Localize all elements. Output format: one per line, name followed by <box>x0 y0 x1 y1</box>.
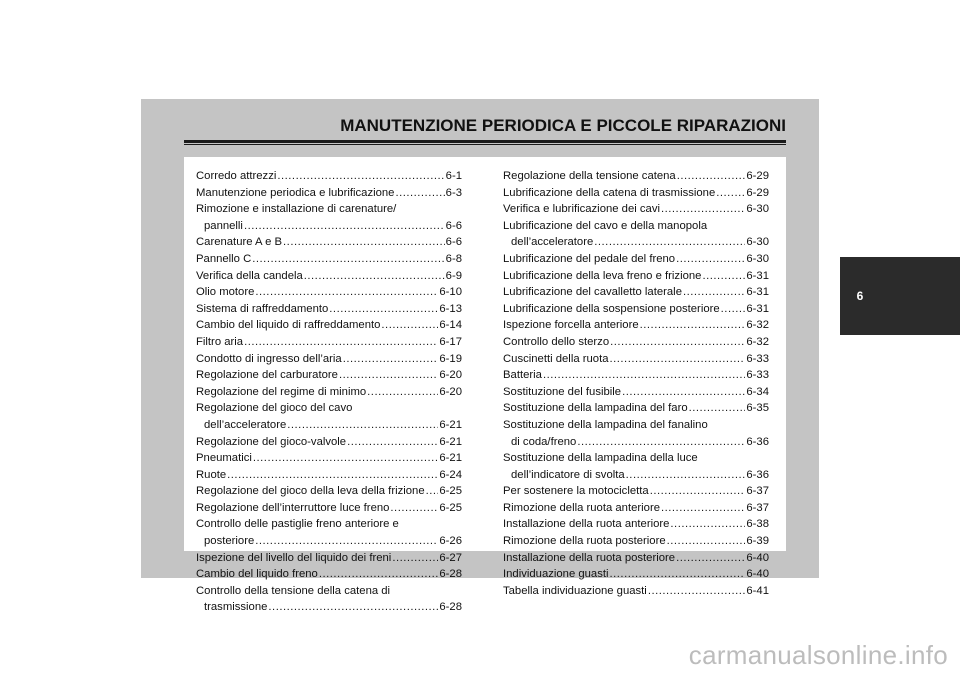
toc-page-number: 6-29 <box>746 170 769 182</box>
toc-page-number: 6-21 <box>439 435 462 448</box>
toc-page-number: 6-21 <box>439 418 462 431</box>
toc-entry-title-start: Controllo delle pastiglie freno anteriore e <box>196 518 399 531</box>
dot-leader <box>395 185 444 202</box>
toc-entry-title: Regolazione del gioco della leva della frizione <box>196 485 425 498</box>
dot-leader <box>689 400 746 417</box>
toc-page-number: 6-13 <box>439 302 462 315</box>
toc-page-number: 6-28 <box>439 601 462 614</box>
toc-entry-title: Individuazione guasti <box>503 568 609 581</box>
title-rule <box>184 140 786 143</box>
toc-entry-title: Lubrificazione della leva freno e frizione <box>503 269 702 282</box>
dot-leader <box>227 467 438 484</box>
toc-left-column <box>196 168 462 616</box>
dot-leader <box>244 334 438 351</box>
toc-entry[interactable] <box>196 284 462 301</box>
dot-leader <box>676 550 745 567</box>
toc-page-number: 6-9 <box>445 269 462 282</box>
toc-entry-title: Filtro aria <box>196 335 244 348</box>
toc-page-number: 6-38 <box>746 518 769 531</box>
dot-leader <box>255 284 438 301</box>
toc-entry[interactable] <box>503 334 769 351</box>
toc-entry[interactable] <box>196 251 462 268</box>
toc-entry[interactable] <box>503 583 769 600</box>
toc-entry-title: Installazione della ruota anteriore <box>503 518 670 531</box>
toc-entry-title: Controllo dello sterzo <box>503 335 610 348</box>
toc-entry[interactable] <box>196 500 462 517</box>
chapter-number: 6 <box>856 289 864 303</box>
dot-leader <box>255 533 438 550</box>
dot-leader <box>610 334 745 351</box>
toc-entry[interactable] <box>196 185 462 202</box>
toc-page-number: 6-6 <box>445 236 462 249</box>
toc-entry[interactable] <box>196 550 462 567</box>
dot-leader <box>381 317 438 334</box>
dot-leader <box>268 599 438 616</box>
dot-leader <box>392 550 438 567</box>
dot-leader <box>716 185 745 202</box>
dot-leader <box>661 500 745 517</box>
dot-leader <box>277 168 444 185</box>
toc-entry-title: Verifica e lubrificazione dei cavi <box>503 203 660 216</box>
toc-entry-title-start: Controllo della tensione della catena di <box>196 584 391 597</box>
toc-entry[interactable] <box>503 218 769 251</box>
toc-page-number: 6-39 <box>746 535 769 548</box>
toc-page-number: 6-6 <box>445 219 462 232</box>
toc-entry[interactable] <box>503 450 769 483</box>
toc-entry[interactable] <box>503 351 769 368</box>
toc-entry-title: Rimozione della ruota anteriore <box>503 501 660 514</box>
toc-entry[interactable] <box>196 334 462 351</box>
toc-entry[interactable] <box>503 500 769 517</box>
toc-entry-title: Pannello C <box>196 252 252 265</box>
toc-page-number: 6-17 <box>439 335 462 348</box>
dot-leader <box>329 301 438 318</box>
dot-leader <box>367 384 438 401</box>
toc-entry-title: Lubrificazione della sospensione posteriore <box>503 302 720 315</box>
toc-entry[interactable] <box>196 317 462 334</box>
dot-leader <box>283 234 445 251</box>
toc-entry[interactable] <box>196 367 462 384</box>
toc-entry-title-start: Lubrificazione del cavo e della manopola <box>503 219 708 232</box>
toc-entry-title: Installazione della ruota posteriore <box>503 551 676 564</box>
toc-entry-title: Rimozione della ruota posteriore <box>503 535 666 548</box>
toc-entry-title: Tabella individuazione guasti <box>503 584 647 597</box>
toc-entry-title: Regolazione del carburatore <box>196 369 338 382</box>
toc-entry-title: trasmissione <box>204 601 268 614</box>
toc-entry-title: posteriore <box>204 535 255 548</box>
toc-page-number: 6-28 <box>439 568 462 581</box>
toc-entry[interactable] <box>196 400 462 433</box>
toc-page-number: 6-37 <box>746 501 769 514</box>
dot-leader <box>319 566 439 583</box>
toc-entry-title: Verifica della candela <box>196 269 303 282</box>
dot-leader <box>543 367 745 384</box>
toc-entry-title-start: Regolazione del gioco del cavo <box>196 402 353 415</box>
toc-page-number: 6-20 <box>439 385 462 398</box>
toc-entry-title: Ruote <box>196 468 227 481</box>
dot-leader <box>650 483 746 500</box>
dot-leader <box>610 566 746 583</box>
dot-leader <box>640 317 746 334</box>
watermark: carmanualsonline.info <box>688 640 948 670</box>
toc-page-number: 6-25 <box>439 485 462 498</box>
toc-entry-title: pannelli <box>204 219 243 232</box>
toc-entry[interactable] <box>196 434 462 451</box>
chapter-tab[interactable] <box>840 257 960 335</box>
toc-page-number: 6-14 <box>439 319 462 332</box>
dot-leader <box>244 218 445 235</box>
dot-leader <box>343 351 439 368</box>
dot-leader <box>622 384 745 401</box>
toc-entry-title: Regolazione della tensione catena <box>503 170 676 182</box>
toc-entry[interactable] <box>196 268 462 285</box>
toc-entry-title: dell’acceleratore <box>511 236 594 249</box>
toc-entry-title: Lubrificazione del pedale del freno <box>503 252 676 265</box>
toc-page-number: 6-36 <box>746 435 769 448</box>
page-title: MANUTENZIONE PERIODICA E PICCOLE RIPARAZIONI <box>340 116 786 135</box>
toc-entry[interactable] <box>503 185 769 202</box>
toc-page-number: 6-10 <box>439 286 462 299</box>
dot-leader <box>577 434 745 451</box>
toc-entry-title: Manutenzione periodica e lubrificazione <box>196 186 395 199</box>
dot-leader <box>610 351 746 368</box>
toc-entry[interactable] <box>503 268 769 285</box>
dot-leader <box>339 367 438 384</box>
toc-entry[interactable] <box>196 384 462 401</box>
dot-leader <box>304 268 445 285</box>
toc-entry-title: Lubrificazione della catena di trasmissione <box>503 186 716 199</box>
toc-page-number: 6-8 <box>445 252 462 265</box>
toc-entry-title: Pneumatici <box>196 452 252 465</box>
toc-page-number: 6-1 <box>445 170 462 182</box>
toc-page-number: 6-31 <box>746 302 769 315</box>
toc-page-number: 6-21 <box>439 452 462 465</box>
toc-entry[interactable] <box>196 583 462 616</box>
dot-leader <box>594 234 745 251</box>
toc-entry-title: Regolazione del gioco-valvole <box>196 435 347 448</box>
toc-entry[interactable] <box>196 516 462 549</box>
toc-entry[interactable] <box>196 483 462 500</box>
toc-page-number: 6-26 <box>439 535 462 548</box>
toc-page-number: 6-32 <box>746 319 769 332</box>
toc-page-number: 6-35 <box>746 402 769 415</box>
toc-entry-title: Olio motore <box>196 286 255 299</box>
toc-entry-title: dell’indicatore di svolta <box>511 468 625 481</box>
dot-leader <box>253 450 438 467</box>
toc-page-number: 6-33 <box>746 352 769 365</box>
toc-entry[interactable] <box>503 516 769 533</box>
toc-entry[interactable] <box>503 301 769 318</box>
toc-page-number: 6-32 <box>746 335 769 348</box>
toc-right-column <box>503 168 769 599</box>
toc-page-number: 6-36 <box>746 468 769 481</box>
dot-leader <box>626 467 746 484</box>
toc-entry[interactable] <box>503 550 769 567</box>
toc-entry-title-start: Rimozione e installazione di carenature/ <box>196 203 397 216</box>
toc-page-number: 6-40 <box>746 568 769 581</box>
toc-entry[interactable] <box>196 201 462 234</box>
toc-entry-title-start: Sostituzione della lampadina del fanalino <box>503 418 708 431</box>
toc-entry[interactable] <box>503 251 769 268</box>
toc-page-number: 6-34 <box>746 385 769 398</box>
toc-entry-title: Per sostenere la motocicletta <box>503 485 649 498</box>
toc-entry[interactable] <box>196 234 462 251</box>
toc-page-number: 6-30 <box>746 203 769 216</box>
dot-leader <box>702 268 745 285</box>
toc-entry-title: Lubrificazione del cavalletto laterale <box>503 286 682 299</box>
toc-entry[interactable] <box>503 417 769 450</box>
toc-page-number: 6-30 <box>746 236 769 249</box>
toc-page-number: 6-41 <box>746 584 769 597</box>
toc-entry[interactable] <box>196 467 462 484</box>
toc-entry-title: Sostituzione della lampadina del faro <box>503 402 688 415</box>
dot-leader <box>676 251 745 268</box>
toc-entry[interactable] <box>503 168 769 185</box>
toc-entry[interactable] <box>196 566 462 583</box>
title-rule-thin <box>184 144 786 145</box>
dot-leader <box>648 583 746 600</box>
dot-leader <box>677 168 746 185</box>
toc-entry[interactable] <box>503 483 769 500</box>
toc-entry-title: Condotto di ingresso dell’aria <box>196 352 342 365</box>
toc-entry-title: Regolazione dell’interruttore luce freno <box>196 501 390 514</box>
dot-leader <box>252 251 444 268</box>
toc-page-number: 6-27 <box>439 551 462 564</box>
toc-entry-title: Corredo attrezzi <box>196 170 277 182</box>
toc-entry-title: Regolazione del regime di minimo <box>196 385 367 398</box>
toc-entry[interactable] <box>503 367 769 384</box>
toc-entry-title: Cambio del liquido freno <box>196 568 318 581</box>
dot-leader <box>721 301 746 318</box>
toc-entry[interactable] <box>503 284 769 301</box>
toc-entry[interactable] <box>503 533 769 550</box>
toc-entry[interactable] <box>196 351 462 368</box>
toc-page-number: 6-25 <box>439 501 462 514</box>
toc-entry[interactable] <box>196 450 462 467</box>
toc-entry-title: Batteria <box>503 369 542 382</box>
toc-page-number: 6-30 <box>746 252 769 265</box>
toc-entry[interactable] <box>503 317 769 334</box>
toc-entry[interactable] <box>503 400 769 417</box>
dot-leader <box>287 417 438 434</box>
toc-entry-title: Cuscinetti della ruota <box>503 352 609 365</box>
toc-entry[interactable] <box>503 201 769 218</box>
dot-leader <box>661 201 745 218</box>
toc-page-number: 6-29 <box>746 186 769 199</box>
dot-leader <box>347 434 438 451</box>
toc-entry[interactable] <box>196 301 462 318</box>
toc-page-number: 6-40 <box>746 551 769 564</box>
dot-leader <box>683 284 745 301</box>
toc-page-number: 6-24 <box>439 468 462 481</box>
dot-leader <box>670 516 745 533</box>
toc-page-number: 6-31 <box>746 286 769 299</box>
toc-entry-title: Sistema di raffreddamento <box>196 302 329 315</box>
toc-page-number: 6-37 <box>746 485 769 498</box>
toc-page-number: 6-19 <box>439 352 462 365</box>
toc-entry-title: dell’acceleratore <box>204 418 287 431</box>
toc-entry-title: Sostituzione del fusibile <box>503 385 622 398</box>
toc-entry-title: Carenature A e B <box>196 236 283 249</box>
toc-entry-title: di coda/freno <box>511 435 577 448</box>
toc-entry-title: Ispezione forcella anteriore <box>503 319 639 332</box>
toc-page-number: 6-3 <box>445 186 462 199</box>
toc-entry-title: Cambio del liquido di raffreddamento <box>196 319 381 332</box>
dot-leader <box>667 533 746 550</box>
toc-entry[interactable] <box>196 168 462 185</box>
toc-page-number: 6-33 <box>746 369 769 382</box>
toc-entry[interactable] <box>503 384 769 401</box>
dot-leader <box>390 500 438 517</box>
toc-page-number: 6-20 <box>439 369 462 382</box>
toc-page-number: 6-31 <box>746 269 769 282</box>
toc-entry[interactable] <box>503 566 769 583</box>
toc-entry-title: Ispezione del livello del liquido dei freni <box>196 551 392 564</box>
toc-entry-title-start: Sostituzione della lampadina della luce <box>503 452 698 465</box>
dot-leader <box>426 483 439 500</box>
